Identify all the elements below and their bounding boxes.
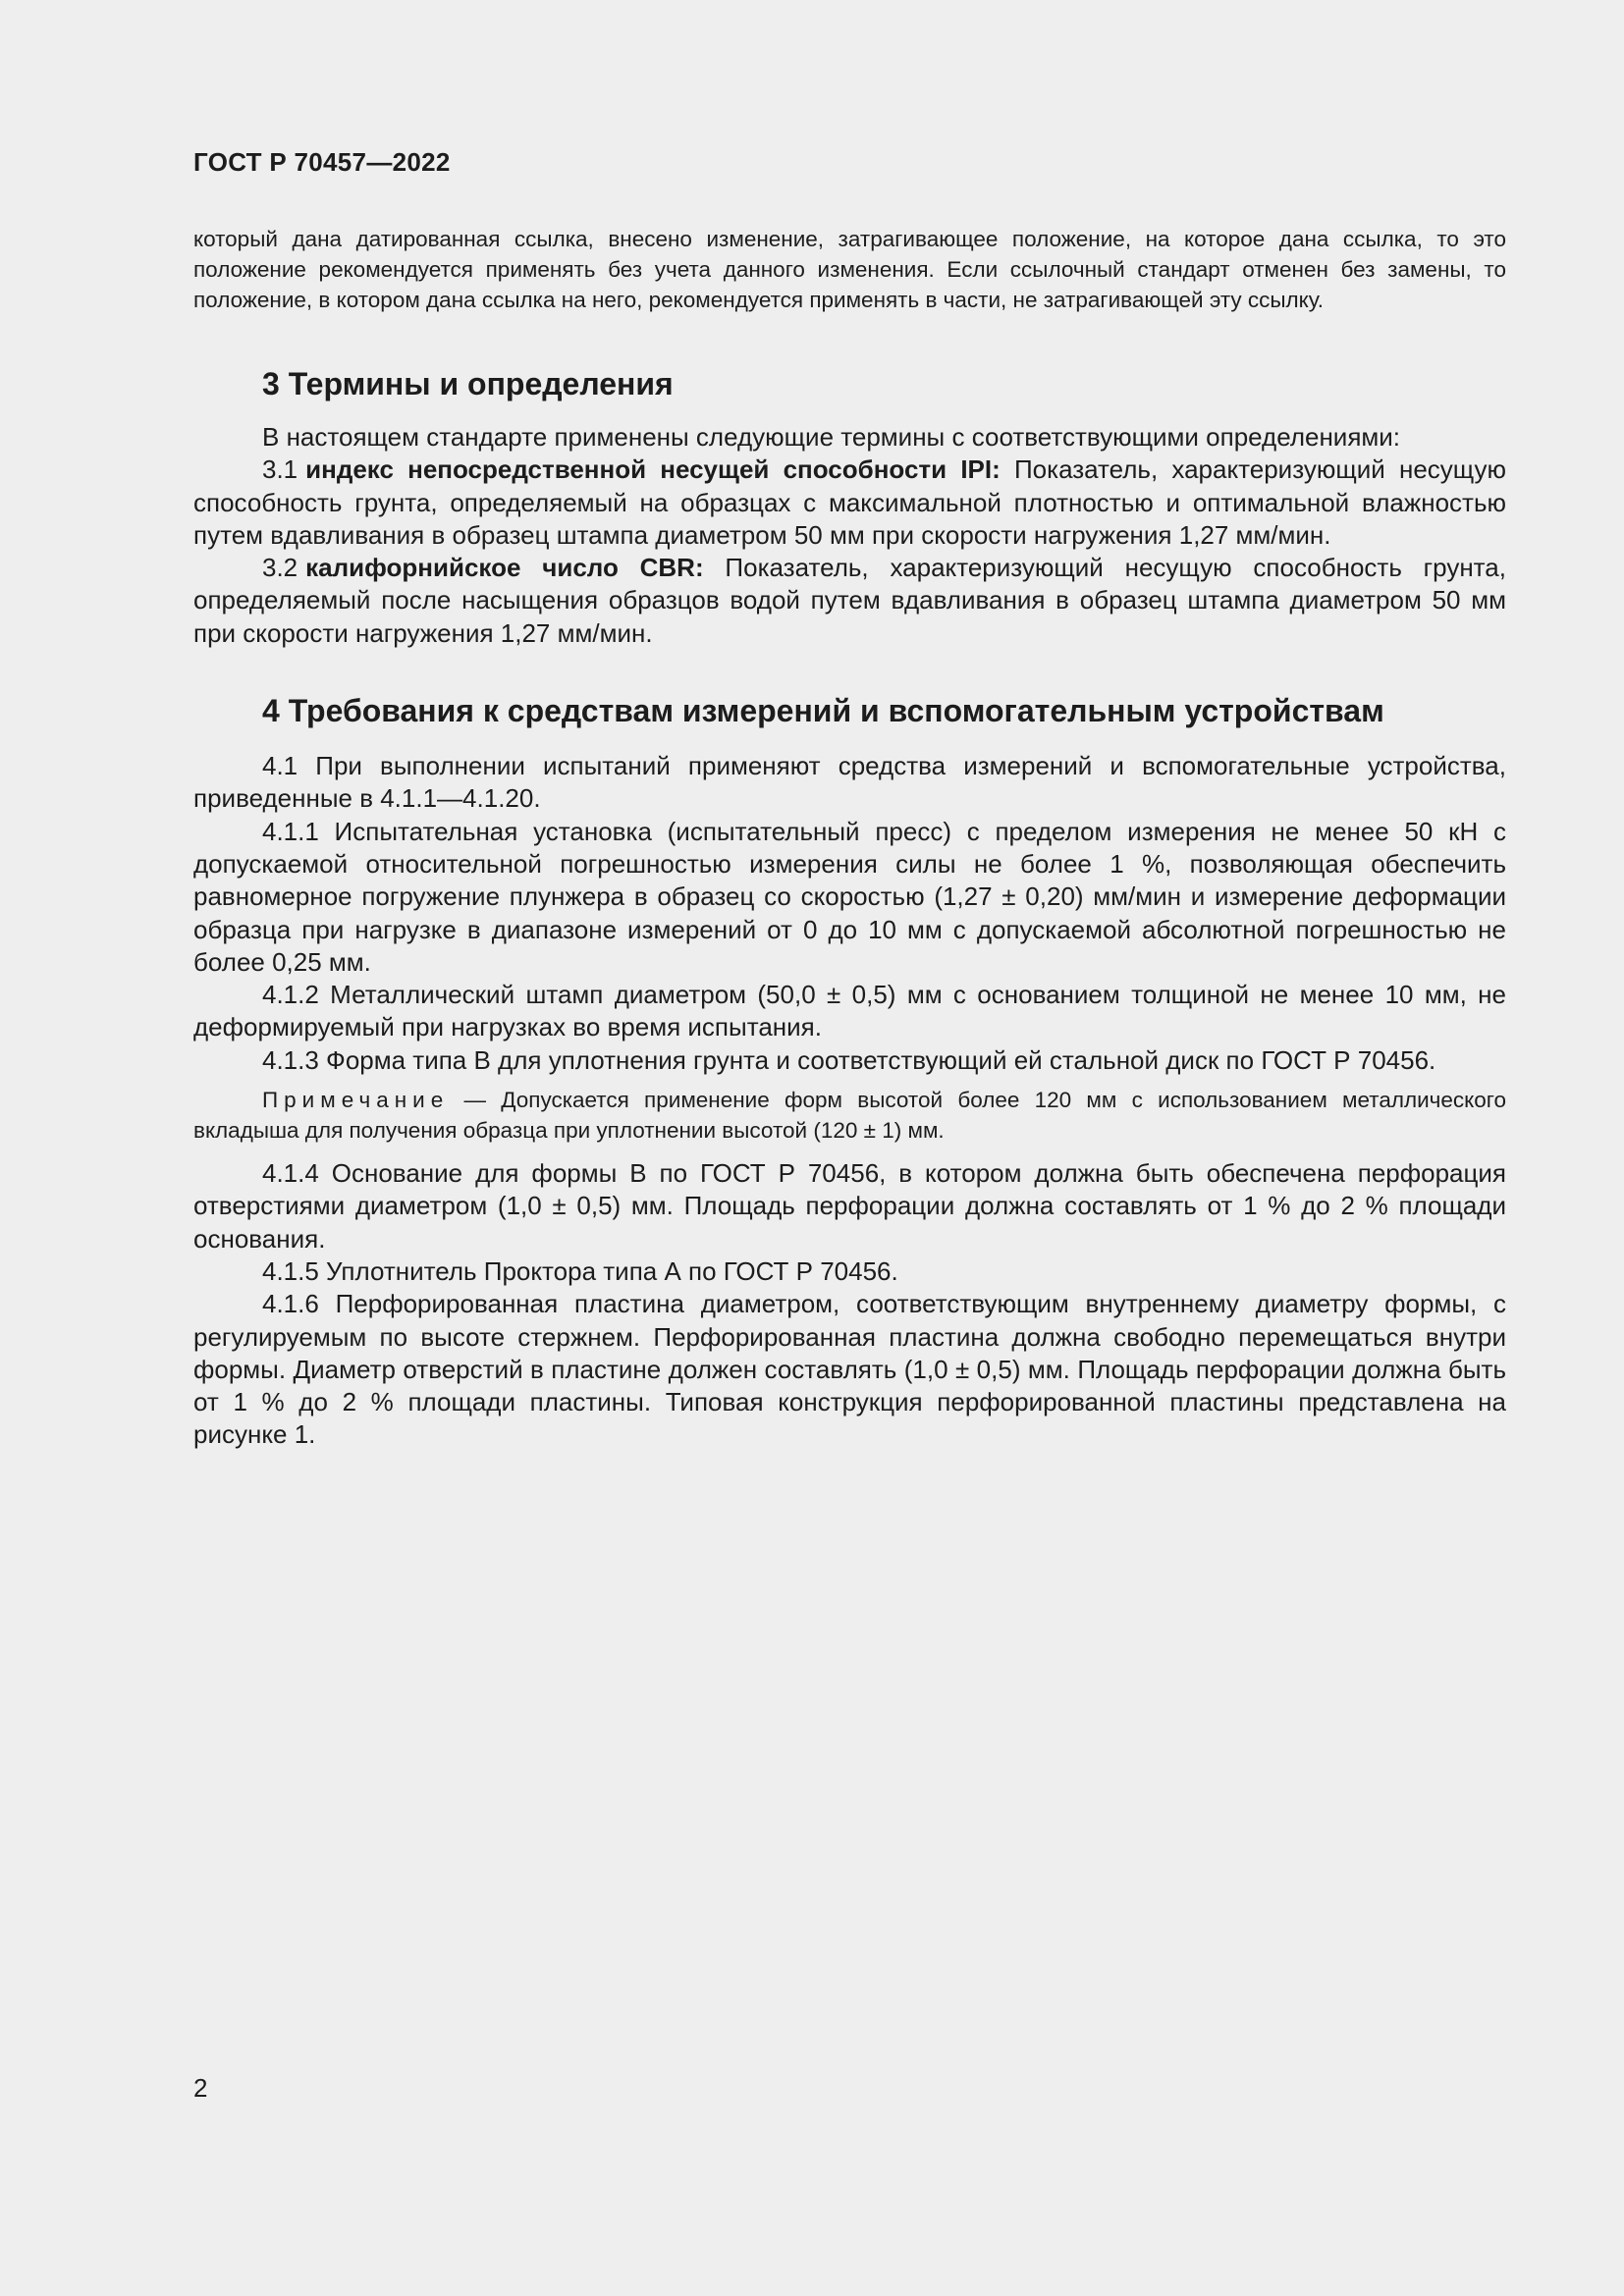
term-3-2-number: 3.2 bbox=[262, 553, 298, 583]
page-number: 2 bbox=[193, 2073, 208, 2103]
section-4-title: 4 Требования к средствам измерений и вспомогательным устройствам bbox=[262, 693, 1384, 729]
note-text: — Допускается применение форм высотой более 120 мм с использованием металлического вкладыша для получения образца при уплотнении высотой (120 ± 1) мм. bbox=[193, 1088, 1506, 1144]
intro-paragraph: который дана датированная ссылка, внесено изменение, затрагивающее положение, на которое дана ссылка, то это положение рекомендуется применять без учета данного изменения. Если ссылочный стандарт отменен без замены, то положение, в котором дана ссылка на него, рекомендуется применять в части, не затрагивающей эту ссылку. bbox=[193, 227, 1506, 312]
clause-4-1-4: 4.1.4 Основание для формы В по ГОСТ Р 70456, в котором должна быть обеспечена перфорация отверстиями диаметром (1,0 ± 0,5) мм. Площадь перфорации должна составлять от 1 % до 2 % площади основания. bbox=[193, 1158, 1506, 1254]
note bbox=[193, 1085, 1506, 1146]
clause-4-1-2: 4.1.2 Металлический штамп диаметром (50,0 ± 0,5) мм с основанием толщиной не менее 10 мм, не деформируемый при нагрузках во время испытания. bbox=[193, 980, 1506, 1042]
section-3-title: 3 Термины и определения bbox=[262, 366, 674, 401]
term-3-1-definition: Показатель, характеризующий несущую способность грунта, определяемый на образцах с максимальной плотностью и оптимальной влажностью путем вдавливания в образец штампа диаметром 50 мм при скорости нагружения 1,27 мм/мин. bbox=[193, 454, 1506, 550]
note-label: Примечание bbox=[262, 1088, 450, 1113]
term-3-1 bbox=[193, 454, 1506, 552]
page-content bbox=[193, 224, 1506, 1452]
clause-4-1-5: 4.1.5 Уплотнитель Проктора типа А по ГОСТ Р 70456. bbox=[262, 1255, 898, 1286]
section-3-intro: В настоящем стандарте применены следующие термины с соответствующими определениями: bbox=[262, 422, 1401, 452]
clause-4-1-1: 4.1.1 Испытательная установка (испытательный пресс) с пределом измерения не менее 50 кН с допускаемой относительной погрешностью измерения силы не более 1 %, позволяющая обеспечить равномерное погружение плунжера в образец со скоростью (1,27 ± 0,20) мм/мин и измерение деформации образца при нагрузке в диапазоне измерений от 0 до 10 мм с допускаемой абсолютной погрешностью не более 0,25 мм. bbox=[193, 816, 1506, 977]
term-3-1-number: 3.1 bbox=[262, 454, 298, 485]
term-3-2-name: калифорнийское число CBR: bbox=[305, 553, 704, 583]
clause-4-1-6: 4.1.6 Перфорированная пластина диаметром, соответствующим внутреннему диаметру формы, с регулируемым по высоте стержнем. Перфорированная пластина должна свободно перемещаться внутри формы. Диаметр отверстий в пластине должен составлять (1,0 ± 0,5) мм. Площадь перфорации должна быть от 1 % до 2 % площади пластины. Типовая конструкция перфорированной пластины представлена на рисунке 1. bbox=[193, 1289, 1506, 1450]
document-header: ГОСТ Р 70457—2022 bbox=[193, 147, 451, 177]
clause-4-1: 4.1 При выполнении испытаний применяют средства измерений и вспомогательные устройства, приведенные в 4.1.1—4.1.20. bbox=[193, 751, 1506, 814]
term-3-2 bbox=[193, 552, 1506, 650]
term-3-1-name: индекс непосредственной несущей способности IPI: bbox=[305, 454, 1001, 485]
clause-4-1-3: 4.1.3 Форма типа В для уплотнения грунта и соответствующий ей стальной диск по ГОСТ Р 70456. bbox=[262, 1044, 1436, 1075]
term-3-2-definition: Показатель, характеризующий несущую способность грунта, определяемый после насыщения образцов водой путем вдавливания в образец штампа диаметром 50 мм при скорости нагружения 1,27 мм/мин. bbox=[193, 553, 1506, 648]
